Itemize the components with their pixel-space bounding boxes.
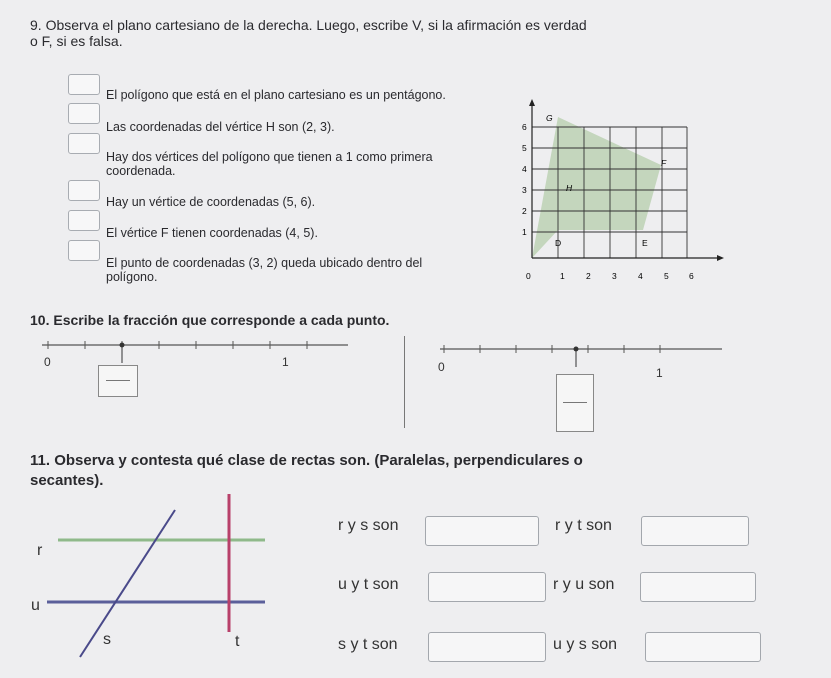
- pair-r-u: r y u son: [553, 576, 615, 593]
- right-one: 1: [656, 366, 663, 380]
- label-r: r: [37, 542, 43, 559]
- vertex-h: H: [566, 183, 573, 193]
- right-zero: 0: [438, 360, 445, 374]
- label-t: t: [235, 633, 240, 650]
- answer-r-s[interactable]: [425, 516, 539, 546]
- pair-u-t: u y t son: [338, 576, 399, 593]
- answer-box-2[interactable]: [68, 103, 100, 124]
- vertex-g: G: [546, 113, 553, 123]
- number-line-left: [30, 335, 360, 435]
- x-tick-3: 3: [612, 271, 617, 281]
- left-one: 1: [282, 355, 289, 369]
- answer-box-3[interactable]: [68, 133, 100, 154]
- statement-1: El polígono que está en el plano cartesiano es un pentágono.: [106, 88, 446, 102]
- right-point: [574, 347, 579, 352]
- answer-box-5[interactable]: [68, 210, 100, 231]
- y-tick-4: 4: [522, 164, 527, 174]
- statement-4: Hay un vértice de coordenadas (5, 6).: [106, 195, 316, 209]
- answer-u-s[interactable]: [645, 632, 761, 662]
- q9-title-line1: 9. Observa el plano cartesiano de la derecha. Luego, escribe V, si la afirmación es verdad: [30, 17, 587, 33]
- pair-s-t: s y t son: [338, 636, 398, 653]
- pair-u-s: u y s son: [553, 636, 618, 653]
- polygon-fill: [532, 117, 661, 258]
- left-point: [120, 343, 125, 348]
- y-tick-3: 3: [522, 185, 527, 195]
- fraction-answer-left[interactable]: [98, 365, 138, 397]
- answer-r-t[interactable]: [641, 516, 749, 546]
- q11-title-line1: 11. Observa y contesta qué clase de rectas son. (Paralelas, perpendiculares o: [30, 452, 583, 469]
- label-s: s: [103, 631, 111, 648]
- y-axis-arrow: [529, 99, 535, 106]
- q9-title-line2: o F, si es falsa.: [30, 33, 123, 49]
- answer-s-t[interactable]: [428, 632, 546, 662]
- cartesian-plane: [500, 96, 725, 292]
- y-tick-1: 1: [522, 227, 527, 237]
- vertex-e: E: [642, 238, 648, 248]
- x-tick-0: 0: [526, 271, 531, 281]
- y-tick-5: 5: [522, 143, 527, 153]
- line-s: [80, 510, 175, 657]
- section-divider: [404, 336, 405, 428]
- statement-5: El vértice F tienen coordenadas (4, 5).: [106, 226, 318, 240]
- q10-title: 10. Escribe la fracción que corresponde a cada punto.: [30, 312, 390, 328]
- vertex-f: F: [661, 158, 667, 168]
- statement-6b: polígono.: [106, 270, 158, 284]
- x-tick-2: 2: [586, 271, 591, 281]
- x-tick-5: 5: [664, 271, 669, 281]
- fraction-answer-right[interactable]: [556, 374, 594, 432]
- vertex-d: D: [555, 238, 562, 248]
- statement-3a: Hay dos vértices del polígono que tienen a 1 como primera: [106, 150, 433, 164]
- answer-r-u[interactable]: [640, 572, 756, 602]
- answer-box-1[interactable]: [68, 74, 100, 95]
- statement-6a: El punto de coordenadas (3, 2) queda ubicado dentro del: [106, 256, 423, 270]
- statement-3b: coordenada.: [106, 164, 176, 178]
- x-tick-4: 4: [638, 271, 643, 281]
- statement-2: Las coordenadas del vértice H son (2, 3).: [106, 120, 335, 134]
- answer-u-t[interactable]: [428, 572, 546, 602]
- answer-box-4[interactable]: [68, 180, 100, 201]
- y-tick-2: 2: [522, 206, 527, 216]
- answer-box-6[interactable]: [68, 240, 100, 261]
- lines-diagram: [25, 492, 300, 662]
- pair-r-t: r y t son: [555, 517, 612, 534]
- q11-title-line2: secantes).: [30, 472, 104, 489]
- x-axis-arrow: [717, 255, 724, 261]
- pair-r-s: r y s son: [338, 517, 399, 534]
- left-zero: 0: [44, 355, 51, 369]
- y-tick-6: 6: [522, 122, 527, 132]
- x-tick-6: 6: [689, 271, 694, 281]
- x-tick-1: 1: [560, 271, 565, 281]
- label-u: u: [31, 597, 40, 614]
